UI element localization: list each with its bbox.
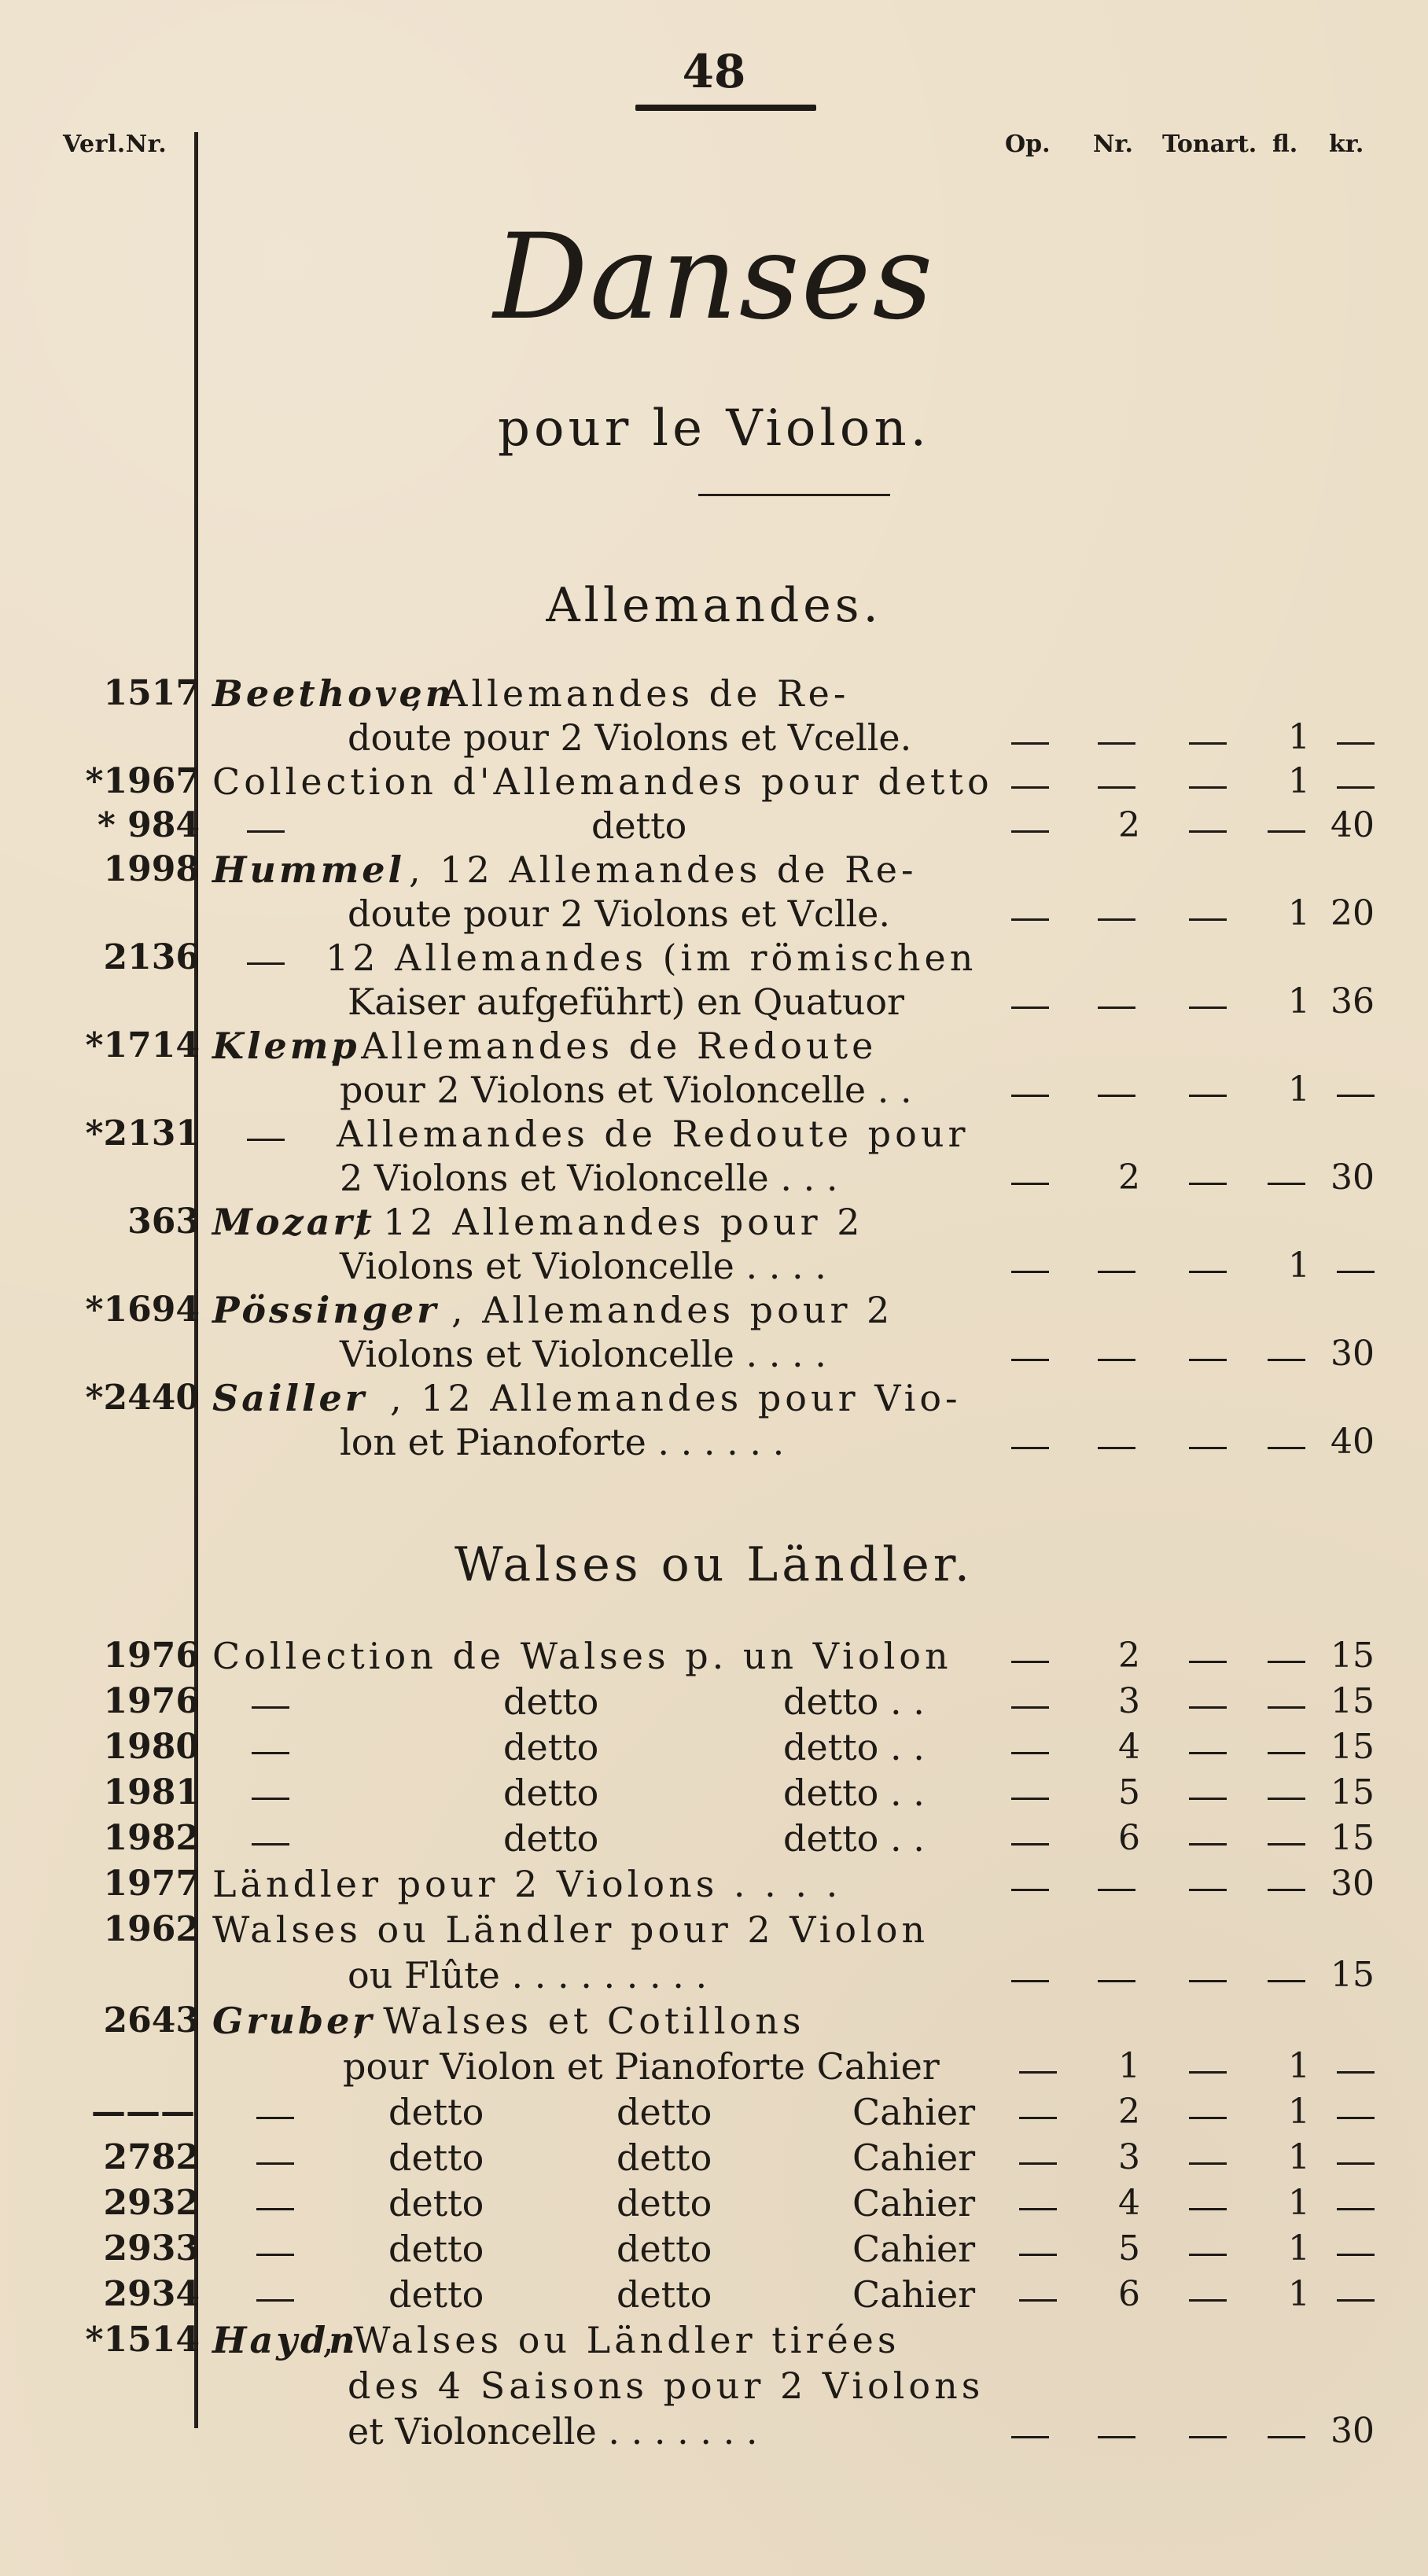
nr-value: 2 (1118, 1636, 1140, 1676)
table-row (0, 714, 1428, 761)
tonart-dash (1189, 1889, 1227, 1891)
ditto-text: detto (388, 2273, 484, 2316)
kr-value: 40 (1330, 1422, 1375, 1462)
nr-dash (1098, 1359, 1135, 1361)
cahier-label: Cahier (852, 2273, 976, 2316)
table-row (0, 2043, 1428, 2090)
fl-value: 1 (1288, 981, 1310, 1021)
tonart-dash (1189, 1661, 1227, 1663)
op-dash (1019, 2071, 1057, 2074)
table-row (0, 1860, 1428, 1908)
table-row (0, 934, 1428, 981)
table-row (0, 890, 1428, 937)
nr-dash (1098, 918, 1135, 921)
catalog-number: 2643 (103, 2000, 200, 2041)
ditto-dash (247, 830, 285, 833)
nr-dash (1098, 742, 1135, 745)
nr-value: 6 (1118, 2274, 1140, 2314)
header-fl: fl. (1272, 131, 1298, 158)
nr-dash (1098, 1006, 1135, 1009)
table-row (0, 1997, 1428, 2044)
kr-value: 15 (1330, 1636, 1375, 1676)
table-row (0, 2271, 1428, 2318)
kr-value: 15 (1330, 1955, 1375, 1995)
entry-title: , 12 Allemandes pour Vio- (390, 1377, 962, 1419)
fl-value: 1 (1288, 1246, 1310, 1286)
fl-dash (1268, 1447, 1305, 1449)
op-dash (1011, 1798, 1049, 1800)
ditto-text: detto . . (783, 1726, 925, 1768)
kr-value: 15 (1330, 1727, 1375, 1767)
op-dash (1011, 1843, 1049, 1846)
table-row (0, 2180, 1428, 2227)
entry-title: Allemandes de Redoute pour (337, 1113, 970, 1155)
entry-detail: pour 2 Violons et Violoncelle . . (340, 1069, 912, 1111)
fl-value: 1 (1288, 1069, 1310, 1110)
tonart-dash (1189, 830, 1227, 833)
op-dash (1011, 1752, 1049, 1754)
kr-value: 15 (1330, 1681, 1375, 1721)
catalog-number: 2934 (103, 2274, 200, 2314)
nr-value: 2 (1118, 2092, 1140, 2132)
fl-value: 1 (1288, 761, 1310, 801)
op-dash (1011, 1661, 1049, 1663)
table-row (0, 1678, 1428, 1725)
catalog-number: 363 (127, 1202, 200, 1242)
table-row (0, 1419, 1428, 1466)
entry-detail: et Violoncelle . . . . . . . (348, 2410, 758, 2453)
catalog-number: *2440 (85, 1378, 200, 1418)
catalog-number: *1967 (85, 761, 200, 801)
table-row (0, 758, 1428, 805)
table-row (0, 1154, 1428, 1202)
entry-title: , Walses et Cotillons (352, 2000, 805, 2042)
entry-detail: Violons et Violoncelle . . . . (340, 1333, 826, 1375)
entry-title: Walses ou Ländler pour 2 Violon (212, 1908, 929, 1951)
nr-dash (1098, 1095, 1135, 1097)
nr-value: 2 (1118, 805, 1140, 845)
composer-name: Mozart (212, 1201, 376, 1243)
table-row (0, 2134, 1428, 2181)
table-row (0, 2317, 1428, 2364)
tonart-dash (1189, 2299, 1227, 2302)
tonart-dash (1189, 1798, 1227, 1800)
ditto-text: detto (616, 2228, 712, 2270)
ditto-dash (252, 1752, 289, 1754)
composer-name: Haydn (212, 2319, 359, 2361)
entry-title: Collection de Walses p. un Violon (212, 1635, 952, 1677)
table-row (0, 2088, 1428, 2136)
fl-value: 1 (1288, 2137, 1310, 2177)
fl-dash (1268, 1889, 1305, 1891)
kr-value: 20 (1330, 893, 1375, 933)
op-dash (1011, 1447, 1049, 1449)
ditto-dash (256, 2117, 294, 2119)
ditto-dash (247, 962, 285, 965)
op-dash (1011, 1706, 1049, 1709)
catalog-number: 1976 (103, 1681, 200, 1721)
ditto-text: detto (388, 2182, 484, 2225)
entry-title: detto (591, 804, 687, 847)
composer-name: Hummel (212, 848, 405, 891)
entry-title: , 12 Allemandes de Re- (409, 848, 918, 891)
tonart-dash (1189, 1752, 1227, 1754)
table-row (0, 1769, 1428, 1816)
tonart-dash (1189, 786, 1227, 789)
catalog-number: 1977 (103, 1864, 200, 1904)
op-dash (1011, 742, 1049, 745)
fl-value: 1 (1288, 717, 1310, 757)
nr-dash (1098, 786, 1135, 789)
kr-value: 36 (1330, 981, 1375, 1021)
nr-dash (1098, 1271, 1135, 1273)
tonart-dash (1189, 1095, 1227, 1097)
nr-dash (1098, 2436, 1135, 2438)
kr-dash (1337, 742, 1375, 745)
nr-value: 2 (1118, 1157, 1140, 1198)
catalog-number: 1962 (103, 1909, 200, 1949)
cahier-label: Cahier (852, 2136, 976, 2179)
entry-detail: pour Violon et Pianoforte Cahier (343, 2045, 940, 2088)
op-dash (1011, 1271, 1049, 1273)
kr-value: 15 (1330, 1818, 1375, 1858)
cahier-label: Cahier (852, 2228, 976, 2270)
ditto-dash (252, 1706, 289, 1709)
op-dash (1011, 1095, 1049, 1097)
ditto-text: detto (616, 2136, 712, 2179)
nr-value: 4 (1118, 1727, 1140, 1767)
ditto-dash (256, 2299, 294, 2302)
fl-value: 1 (1288, 893, 1310, 933)
left-header: Verl.Nr. (63, 131, 167, 158)
op-dash (1019, 2117, 1057, 2119)
op-dash (1011, 830, 1049, 833)
ditto-text: detto (503, 1817, 599, 1860)
ditto-dash (252, 1798, 289, 1800)
entry-detail: Violons et Violoncelle . . . . (340, 1245, 826, 1287)
catalog-number: 1998 (103, 849, 200, 889)
nr-value: 1 (1118, 2046, 1140, 2086)
entry-title: Collection d'Allemandes pour detto (212, 760, 993, 803)
cahier-label: Cahier (852, 2182, 976, 2225)
tonart-dash (1189, 1980, 1227, 1982)
tonart-dash (1189, 1271, 1227, 1273)
fl-dash (1268, 1359, 1305, 1361)
composer-name: Klemp (212, 1025, 360, 1067)
table-row (0, 1330, 1428, 1378)
entry-detail: doute pour 2 Violons et Vclle. (348, 892, 891, 935)
tonart-dash (1189, 742, 1227, 745)
fl-dash (1268, 1706, 1305, 1709)
nr-dash (1098, 1980, 1135, 1982)
entry-title: 12 Allemandes (im römischen (326, 937, 977, 979)
fl-value: 1 (1288, 2228, 1310, 2269)
ditto-text: detto (616, 2091, 712, 2133)
catalog-number: 1517 (103, 673, 200, 713)
page-title: Danses (493, 209, 935, 346)
fl-dash (1268, 1980, 1305, 1982)
kr-dash (1337, 1271, 1375, 1273)
table-row (0, 1632, 1428, 1680)
kr-value: 30 (1330, 1334, 1375, 1374)
table-row (0, 1724, 1428, 1771)
page-number: 48 (682, 45, 746, 98)
nr-value: 6 (1118, 1818, 1140, 1858)
kr-value: 15 (1330, 1772, 1375, 1812)
ditto-text: detto (388, 2091, 484, 2133)
nr-value: 4 (1118, 2183, 1140, 2223)
fl-dash (1268, 830, 1305, 833)
nr-value: 5 (1118, 2228, 1140, 2269)
ditto-text: detto . . (783, 1817, 925, 1860)
fl-value: 1 (1288, 2274, 1310, 2314)
catalog-number: 1981 (103, 1772, 200, 1812)
cahier-label: Cahier (852, 2091, 976, 2133)
table-row (0, 1110, 1428, 1157)
nr-dash (1098, 1889, 1135, 1891)
ditto-dash (256, 2162, 294, 2165)
tonart-dash (1189, 2436, 1227, 2438)
ditto-dash (252, 1843, 289, 1846)
fl-dash (1268, 1752, 1305, 1754)
header-kr: kr. (1329, 131, 1364, 158)
table-row (0, 1066, 1428, 1113)
ditto-text: detto (388, 2136, 484, 2179)
fl-dash (1268, 1798, 1305, 1800)
ditto-dash (256, 2208, 294, 2210)
catalog-number: ——— (91, 2092, 195, 2132)
op-dash (1011, 918, 1049, 921)
table-row (0, 978, 1428, 1025)
entry-title: , Walses ou Ländler tirées (322, 2319, 900, 2361)
tonart-dash (1189, 1183, 1227, 1185)
ditto-dash (256, 2254, 294, 2256)
nr-value: 5 (1118, 1772, 1140, 1812)
header-tonart: Tonart. (1162, 131, 1257, 158)
catalog-number: 2782 (103, 2137, 200, 2177)
table-row (0, 1374, 1428, 1422)
table-row (0, 1286, 1428, 1334)
ditto-text: detto (503, 1680, 599, 1723)
entry-detail: doute pour 2 Violons et Vcelle. (348, 716, 912, 759)
composer-name: Beethoven (212, 672, 455, 715)
table-row (0, 670, 1428, 717)
op-dash (1011, 1359, 1049, 1361)
ditto-text: detto (616, 2273, 712, 2316)
op-dash (1019, 2254, 1057, 2256)
table-row (0, 1198, 1428, 1246)
subtitle-rule (698, 494, 890, 496)
catalog-number: *1514 (85, 2320, 200, 2360)
entry-detail: des 4 Saisons pour 2 Violons (348, 2364, 985, 2407)
tonart-dash (1189, 918, 1227, 921)
table-row (0, 1242, 1428, 1290)
header-nr: Nr. (1093, 131, 1133, 158)
ditto-text: detto . . (783, 1680, 925, 1723)
table-row (0, 2225, 1428, 2272)
header-op: Op. (1005, 131, 1051, 158)
tonart-dash (1189, 2254, 1227, 2256)
tonart-dash (1189, 1006, 1227, 1009)
catalog-number: 2136 (103, 937, 200, 977)
page-subtitle: pour le Violon. (498, 399, 930, 458)
op-dash (1019, 2208, 1057, 2210)
op-dash (1011, 1183, 1049, 1185)
kr-dash (1337, 1095, 1375, 1097)
table-row (0, 2362, 1428, 2409)
entry-detail: ou Flûte . . . . . . . . . (348, 1954, 708, 1996)
kr-dash (1337, 2299, 1375, 2302)
page-number-rule (635, 105, 816, 111)
catalog-number: 2933 (103, 2228, 200, 2269)
composer-name: Gruber (212, 2000, 375, 2042)
composer-name: Sailler (212, 1377, 367, 1419)
tonart-dash (1189, 2117, 1227, 2119)
composer-name: Pössinger (212, 1289, 440, 1331)
catalog-number: *2131 (85, 1113, 200, 1154)
tonart-dash (1189, 1843, 1227, 1846)
op-dash (1019, 2299, 1057, 2302)
catalog-number: 2932 (103, 2183, 200, 2223)
fl-dash (1268, 2436, 1305, 2438)
op-dash (1011, 1980, 1049, 1982)
op-dash (1019, 2162, 1057, 2165)
entry-title: , 12 Allemandes pour 2 (352, 1201, 864, 1243)
op-dash (1011, 1006, 1049, 1009)
kr-dash (1337, 2254, 1375, 2256)
kr-value: 30 (1330, 1157, 1375, 1198)
tonart-dash (1189, 1706, 1227, 1709)
table-row (0, 1906, 1428, 1953)
ditto-text: detto (616, 2182, 712, 2225)
table-row (0, 802, 1428, 849)
ditto-text: detto . . (783, 1772, 925, 1814)
entry-detail: lon et Pianoforte . . . . . . (340, 1421, 785, 1463)
ditto-text: detto (388, 2228, 484, 2270)
fl-dash (1268, 1661, 1305, 1663)
catalog-number: 1976 (103, 1636, 200, 1676)
entry-detail: 2 Violons et Violoncelle . . . (340, 1157, 838, 1199)
entry-title: , Allemandes de Re- (410, 672, 850, 715)
ditto-text: detto (503, 1726, 599, 1768)
fl-value: 1 (1288, 2183, 1310, 2223)
entry-title: , Allemandes de Redoute (330, 1025, 878, 1067)
catalog-number: * 984 (97, 805, 200, 845)
ditto-text: detto (503, 1772, 599, 1814)
entry-title: Ländler pour 2 Violons . . . . (212, 1863, 842, 1905)
fl-value: 1 (1288, 2092, 1310, 2132)
kr-dash (1337, 2117, 1375, 2119)
kr-value: 40 (1330, 805, 1375, 845)
entry-detail: Kaiser aufgeführt) en Quatuor (348, 981, 905, 1023)
op-dash (1011, 2436, 1049, 2438)
fl-dash (1268, 1843, 1305, 1846)
catalog-number: 1982 (103, 1818, 200, 1858)
nr-dash (1098, 1447, 1135, 1449)
catalog-number: 1980 (103, 1727, 200, 1767)
fl-dash (1268, 1183, 1305, 1185)
tonart-dash (1189, 1447, 1227, 1449)
nr-value: 3 (1118, 1681, 1140, 1721)
table-row (0, 846, 1428, 893)
fl-value: 1 (1288, 2046, 1310, 2086)
kr-dash (1337, 2208, 1375, 2210)
catalog-number: *1694 (85, 1290, 200, 1330)
tonart-dash (1189, 2162, 1227, 2165)
tonart-dash (1189, 1359, 1227, 1361)
ditto-dash (247, 1139, 285, 1141)
section-heading-walses: Walses ou Ländler. (455, 1537, 973, 1592)
table-row (0, 1952, 1428, 1999)
tonart-dash (1189, 2071, 1227, 2074)
table-row (0, 1815, 1428, 1862)
table-row (0, 2408, 1428, 2455)
kr-value: 30 (1330, 1864, 1375, 1904)
op-dash (1011, 786, 1049, 789)
catalog-number: *1714 (85, 1025, 200, 1065)
kr-dash (1337, 786, 1375, 789)
kr-dash (1337, 2162, 1375, 2165)
nr-value: 3 (1118, 2137, 1140, 2177)
section-heading-allemandes: Allemandes. (546, 578, 882, 633)
table-row (0, 1022, 1428, 1069)
tonart-dash (1189, 2208, 1227, 2210)
kr-dash (1337, 2071, 1375, 2074)
kr-value: 30 (1330, 2411, 1375, 2451)
entry-title: , Allemandes pour 2 (451, 1289, 894, 1331)
op-dash (1011, 1889, 1049, 1891)
